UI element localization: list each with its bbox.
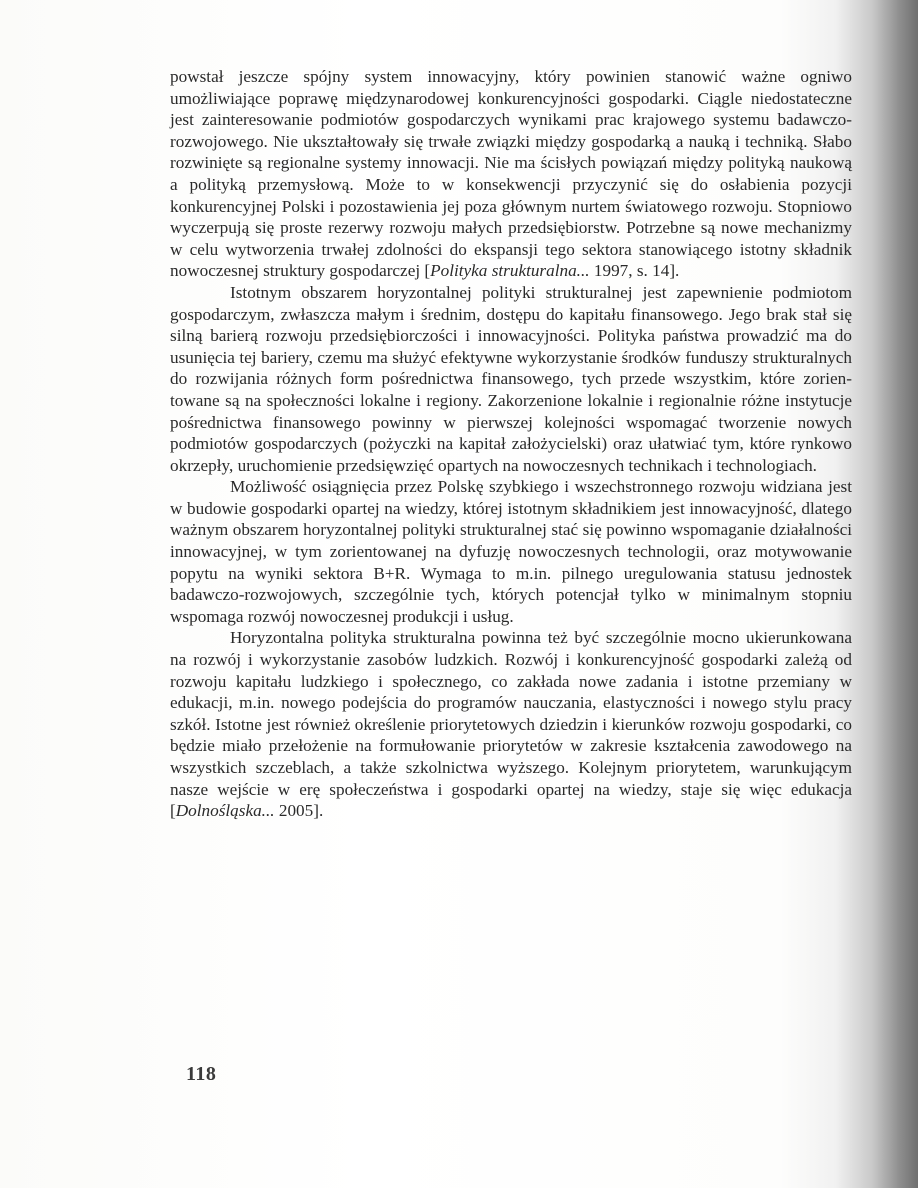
text-run: Istotnym obszarem horyzontalnej polityki strukturalnej jest zapewnienie podmiotom gospodarczym, zwłaszcza małym i średnim, dostępu do kapitału finansowego. Jego brak stał się silną barierą rozwoju przedsiębiorczości i innowacyjności. Polityka państwa prowadzić ma do usunięcia tej bariery, czemu ma służyć efektywne wykorzystanie środków funduszy strukturalnych do rozwijania różnych form pośrednictwa finansowego, tych przede wszystkim, które zorientowane są na społeczności lokalne i regiony. Zakorzenione lokalnie i regionalnie różne instytucje pośrednictwa finansowego powinny w pierwszej kolejności wspomagać tworzenie nowych podmiotów gospodarczych (pożyczki na kapitał założycielski) oraz ułatwiać tym, które rynkowo okrzepły, uruchomienie przedsięwzięć opartych na nowoczesnych technikach i technologiach. <box>170 282 852 475</box>
page-body <box>170 66 852 822</box>
text-run: Horyzontalna polityka strukturalna powinna też być szczególnie mocno ukierunkowana na rozwój i wykorzystanie zasobów ludzkich. Rozwój i konkurencyjność gospodarki zależą od rozwoju kapitału ludzkiego i społecznego, co zakłada nowe zadania i istotne przemiany w edukacji, m.in. nowego podejścia do programów nauczania, elastyczności i nowego stylu pracy szkół. Istotne jest również określenie priorytetowych dziedzin i kierunków rozwoju gospodarki, co będzie miało przełożenie na formułowanie priorytetów w zakresie kształcenia zawodowego na wszystkich szczeblach, a także szkolnictwa wyższego. Kolejnym priorytetem, warunkującym nasze wejście w erę społeczeństwa i gospodarki opartej na wiedzy, staje się więc edukacja [ <box>170 628 852 821</box>
paragraph <box>170 627 852 821</box>
text-run: powstał jeszcze spójny system innowacyjny, który powinien stanowić ważne ogniwo umożliwiające poprawę międzynarodowej konkurencyjności gospodarki. Ciągle niedostateczne jest zainteresowanie podmiotów gospodarczych wynikami prac krajowego systemu badawczo-rozwojowego. Nie ukształtowały się trwałe związki między gospodarką a nauką i techniką. Słabo rozwinięte są regionalne systemy innowacji. Nie ma ścisłych powiązań między polityką naukową a polityką przemysłową. Może to w konsekwencji przyczynić się do osłabienia pozycji konkurencyjnej Polski i pozostawienia jej poza głównym nurtem światowego rozwoju. Stopniowo wyczerpują się proste rezerwy rozwoju małych przedsiębiorstw. Potrzebne są nowe mechanizmy w celu wytworzenia trwałej zdolności do ekspansji tego sektora stanowiącego istotny składnik nowoczesnej struktury gospodarczej [ <box>170 67 852 281</box>
citation-title: Dolnośląska... <box>175 801 275 821</box>
text-run: Możliwość osiągnięcia przez Polskę szybkiego i wszechstronnego rozwoju widziana jest w budowie gospodarki opartej na wiedzy, której istotnym składnikiem jest innowacyjność, dlatego ważnym obszarem horyzontalnej polityki strukturalnej stać się powinno wspomaganie działalności innowacyjnej, w tym zorientowanej na dyfuzję nowoczesnych technologii, oraz motywowanie popytu na wyniki sektora B+R. Wymaga to m.in. pilnego uregulowania statusu jednostek badawczo-rozwojowych, szczególnie tych, których potencjał tylko w minimalnym stopniu wspomaga rozwój nowoczesnej produkcji i usług. <box>170 477 852 626</box>
paragraph <box>170 282 852 476</box>
page-number: 118 <box>186 1063 217 1085</box>
paragraph <box>170 476 852 627</box>
citation-title: Polityka strukturalna... <box>430 261 590 281</box>
text-run: 1997, s. 14]. <box>589 261 680 281</box>
text-run: 2005]. <box>274 801 324 821</box>
paragraph <box>170 66 852 282</box>
